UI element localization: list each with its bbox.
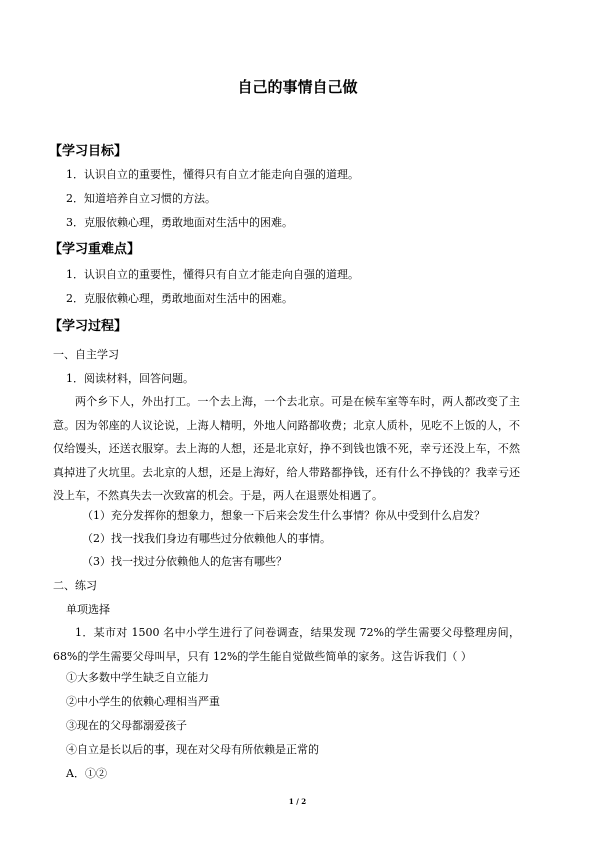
goal-item: 3．克服依赖心理，勇敢地面对生活中的困难。 [66, 216, 293, 229]
section-heading-process: 【学习过程】 [49, 319, 128, 334]
goal-item: 1．认识自立的重要性，懂得只有自立才能走向自强的道理。 [66, 168, 359, 181]
reading-passage: 两个乡下人，外出打工。一个去上海，一个去北京。可是在候车室等车时，两人都改变了主意。因为邻座的人议论说，上海人精明，外地人问路都收费；北京人质朴，见吃不上饭的人，不仅给馒头，还送衣服穿。去上海的人想，还是北京好，挣不到钱也饿不死，幸亏还没上车，不然真掉进了火坑里。去北京的人想，还是上海好，给人带路都挣钱，还有什么不挣钱的？我幸亏还没上车，不然真失去一次致富的机会。于是，两人在退票处相遇了。 [53, 395, 520, 502]
part-title-self-study: 一、自主学习 [53, 348, 119, 361]
part-title-practice: 二、练习 [53, 579, 97, 592]
section-heading-key-points: 【学习重难点】 [49, 242, 141, 257]
question-item: （3）找一找过分依赖他人的危害有哪些？ [82, 555, 287, 568]
question-item: （2）找一找我们身边有哪些过分依赖他人的事情。 [82, 532, 331, 545]
answer-option: ④自立是长以后的事，现在对父母有所依赖是正常的 [66, 743, 319, 756]
key-point-item: 1．认识自立的重要性，懂得只有自立才能走向自强的道理。 [66, 268, 359, 281]
part-subtitle-reading: 1．阅读材料，回答问题。 [66, 372, 194, 385]
page-number: 1 / 2 [288, 797, 307, 806]
section-heading-goals: 【学习目标】 [49, 144, 128, 159]
choice-question-1: 1．某市对 1500 名中小学生进行了问卷调查，结果发现 72%的学生需要父母整理房间，68%的学生需要父母叫早，只有 12%的学生能自觉做些简单的家务。这告诉我们（ ） [53, 626, 520, 663]
page-title: 自己的事情自己做 [237, 78, 358, 96]
answer-option: ③现在的父母都溺爱孩子 [66, 719, 187, 732]
answer-option: ②中小学生的依赖心理相当严重 [66, 695, 220, 708]
answer-option: ①大多数中学生缺乏自立能力 [66, 671, 209, 684]
answer-option: A．①② [66, 767, 107, 780]
goal-item: 2．知道培养自立习惯的方法。 [66, 192, 216, 205]
choice-label: 单项选择 [66, 603, 110, 616]
question-item: （1）充分发挥你的想象力，想象一下后来会发生什么事情？你从中受到什么启发？ [82, 509, 485, 522]
key-point-item: 2．克服依赖心理，勇敢地面对生活中的困难。 [66, 292, 293, 305]
